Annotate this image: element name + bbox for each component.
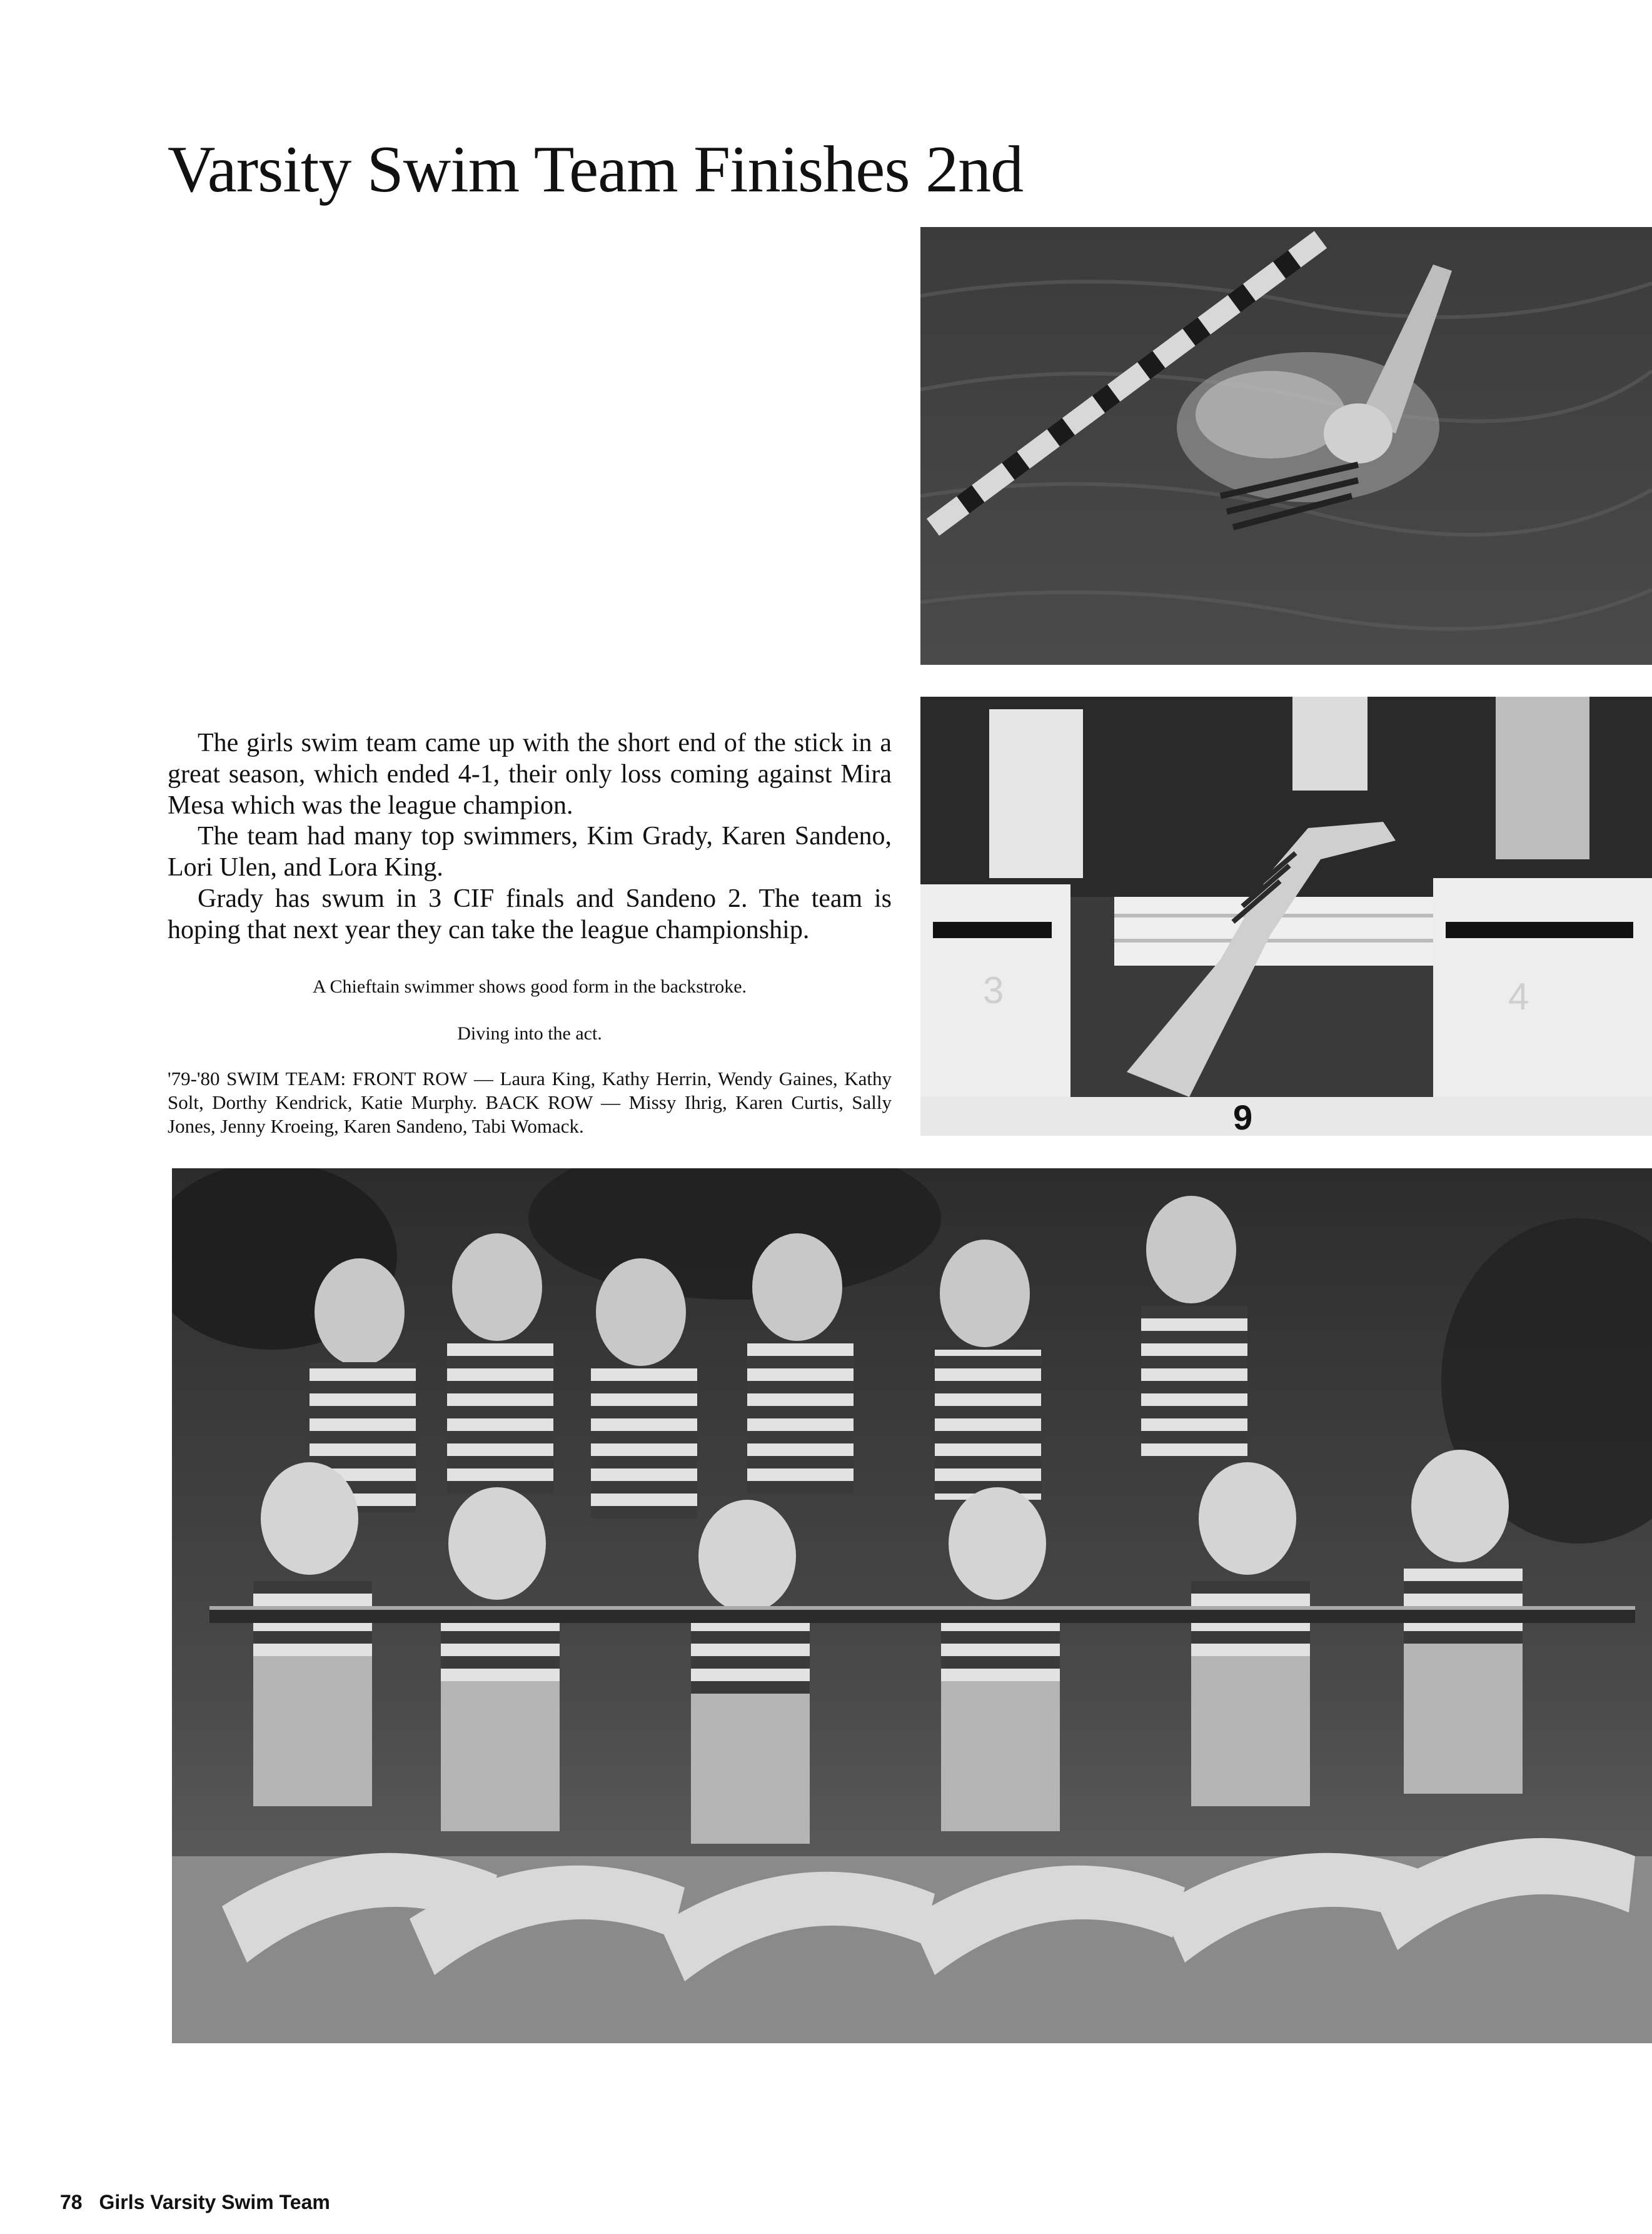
lane-number: 9	[1233, 1098, 1253, 1136]
team-caption: '79-'80 SWIM TEAM: FRONT ROW — Laura King, Kathy Herrin, Wendy Gaines, Kathy Solt, Dorthy Kendrick, Katie Murphy. BACK ROW — Missy Ihrig, Karen Curtis, Sally Jones, Jenny Kroeing, Karen Sandeno, Tabi Womack.	[168, 1068, 892, 1138]
page-title: Varsity Swim Team Finishes 2nd	[168, 133, 1024, 206]
block-number-right: 4	[1508, 976, 1529, 1018]
block-number-left: 3	[983, 969, 1004, 1011]
diving-photo	[920, 697, 1652, 1136]
article-paragraph: The girls swim team came up with the short end of the stick in a great season, which ended 4-1, their only loss coming against Mira Mesa which was the league champion.	[168, 729, 892, 820]
article-body	[168, 728, 892, 946]
dive-caption: Diving into the act.	[457, 1023, 602, 1044]
team-photo	[172, 1168, 1652, 2043]
article-paragraph: Grady has swum in 3 CIF finals and Sandeno 2. The team is hoping that next year they can take the league championship.	[168, 884, 892, 944]
section-name: Girls Varsity Swim Team	[99, 2191, 330, 2213]
article-paragraph: The team had many top swimmers, Kim Grady, Karen Sandeno, Lori Ulen, and Lora King.	[168, 822, 892, 882]
backstroke-caption: A Chieftain swimmer shows good form in the backstroke.	[312, 976, 747, 997]
page-footer	[60, 2191, 330, 2214]
backstroke-photo	[920, 227, 1652, 665]
page-number: 78	[60, 2191, 83, 2213]
